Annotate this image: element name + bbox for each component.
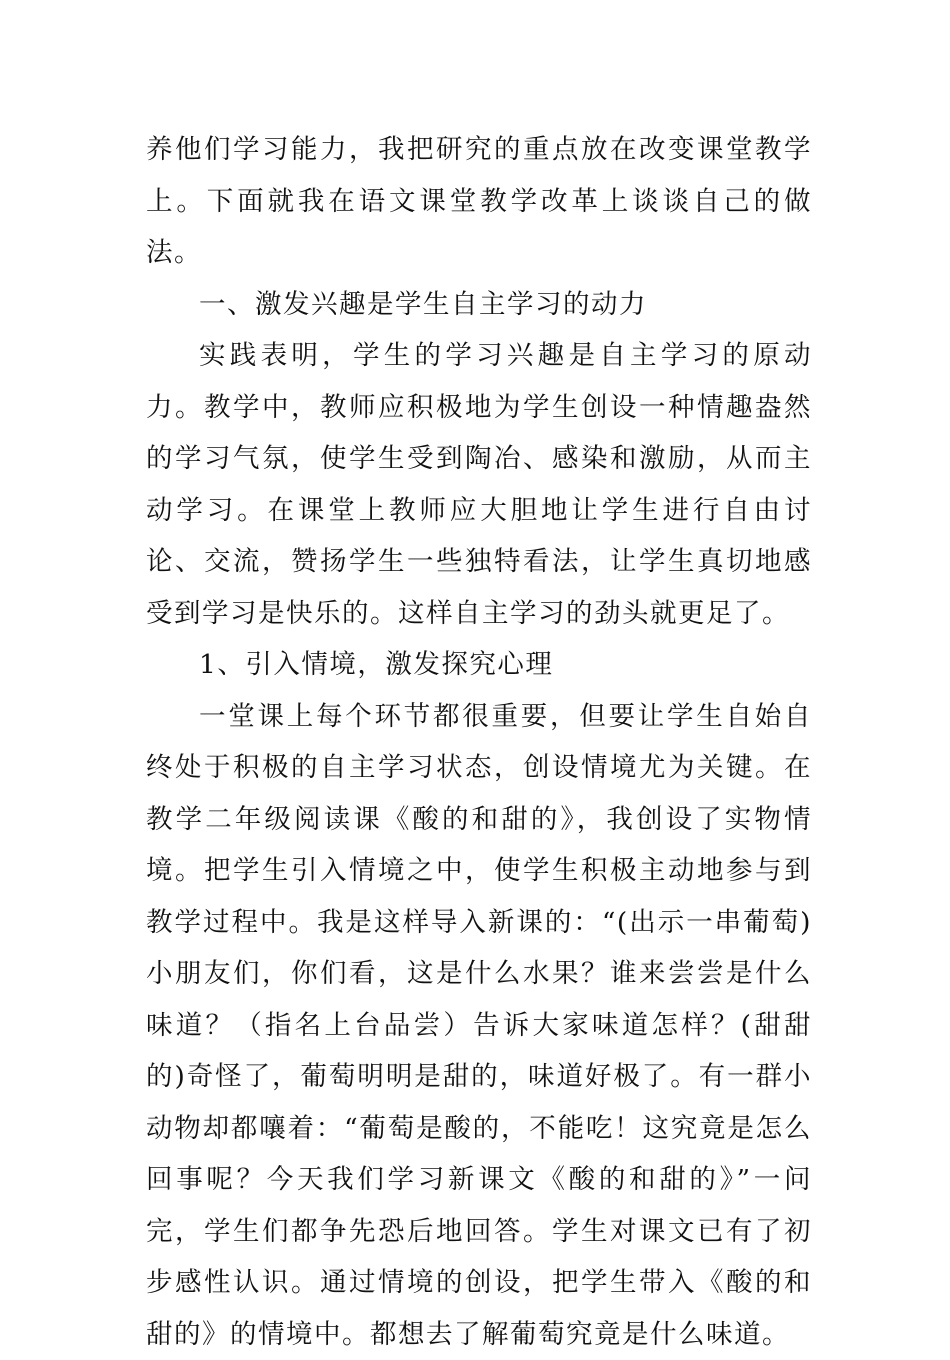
paragraph: 实践表明，学生的学习兴趣是自主学习的原动力。教学中，教师应积极地为学生创设一种情趣盎然的学习气氛，使学生受到陶冶、感染和激励，从而主动学习。在课堂上教师应大胆地让学生进行自由讨论、交流，赞扬学生一些独特看法，让学生真切地感受到学习是快乐的。这样自主学习的劲头就更足了。 [146,330,812,639]
document-body [146,124,812,1360]
section-heading: 一、激发兴趣是学生自主学习的动力 [146,279,812,331]
paragraph-continued: 养他们学习能力，我把研究的重点放在改变课堂教学上。下面就我在语文课堂教学改革上谈谈自己的做法。 [146,124,812,279]
paragraph: 一堂课上每个环节都很重要，但要让学生自始自终处于积极的自主学习状态，创设情境尤为关键。在教学二年级阅读课《酸的和甜的》，我创设了实物情境。把学生引入情境之中，使学生积极主动地参与到教学过程中。我是这样导入新课的：“(出示一串葡萄)小朋友们，你们看，这是什么水果？谁来尝尝是什么味道？（指名上台品尝）告诉大家味道怎样？(甜甜的)奇怪了，葡萄明明是甜的，味道好极了。有一群小动物却都嚷着：“葡萄是酸的，不能吃！这究竟是怎么回事呢？今天我们学习新课文《酸的和甜的》”一问完，学生们都争先恐后地回答。学生对课文已有了初步感性认识。通过情境的创设，把学生带入《酸的和甜的》的情境中。都想去了解葡萄究竟是什么味道。 [146,691,812,1360]
subsection-heading: 1、引入情境，激发探究心理 [146,639,812,691]
